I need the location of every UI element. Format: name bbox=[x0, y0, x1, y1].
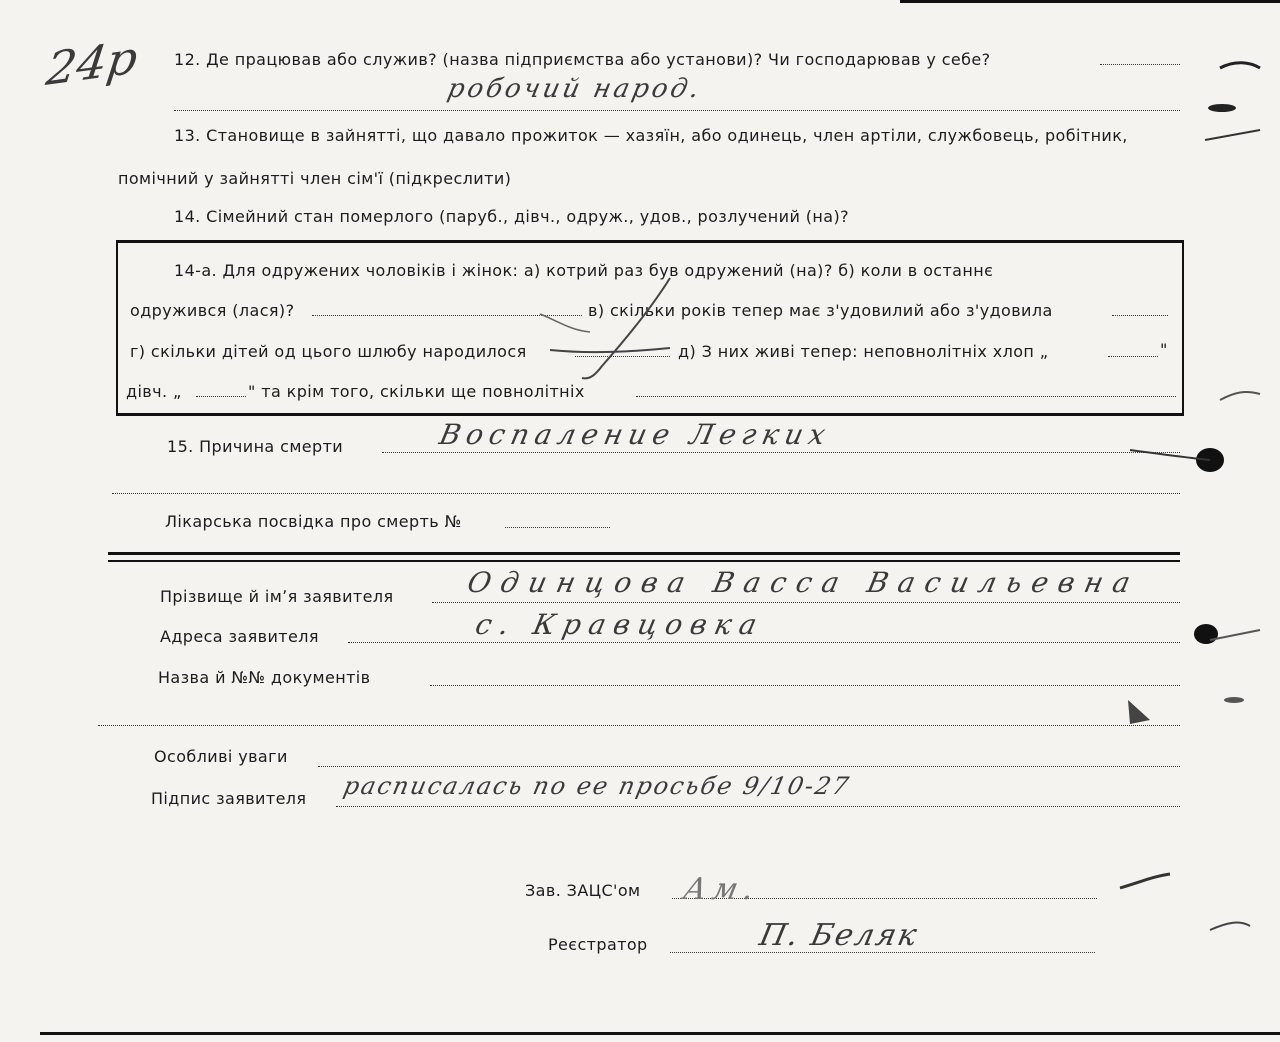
q15-second-line bbox=[112, 493, 1180, 494]
q15-label: 15. Причина смерти bbox=[167, 437, 344, 456]
registrar-signature: П. Беляк bbox=[756, 918, 922, 953]
q14a-line4-end-dots bbox=[636, 396, 1176, 397]
notes-line bbox=[318, 766, 1180, 767]
medical-certificate-label: Лікарська посвідка про смерть № bbox=[165, 512, 462, 531]
margin-note: 24р bbox=[43, 30, 141, 96]
q12-label: 12. Де працював або служив? (назва підприємства або установи)? Чи господарював у себе? bbox=[174, 50, 991, 69]
q14-label: 14. Сімейний стан померлого (паруб., дівч., одруж., удов., розлучений (на)? bbox=[174, 207, 849, 226]
q14a-line4-right: " та крім того, скільки ще повнолітніх bbox=[248, 382, 585, 401]
q13-line2: помічний у зайнятті член сім'ї (підкреслити) bbox=[118, 169, 512, 188]
applicant-address-value: с. Кравцовка bbox=[472, 608, 768, 641]
q15-dotted-line bbox=[382, 452, 1180, 453]
q12-answer-line bbox=[174, 110, 1180, 111]
binding-holes-decoration bbox=[1110, 40, 1280, 1000]
applicant-signature-value: расписалась по ее просьбе 9/10-27 bbox=[341, 772, 853, 800]
registrar-label: Реєстратор bbox=[548, 935, 648, 954]
head-signature: Ам. bbox=[680, 872, 763, 907]
head-label: Зав. ЗАЦС'ом bbox=[525, 881, 641, 900]
q13-line1: 13. Становище в зайнятті, що давало прожиток — хазяїн, або одинець, член артіли, службовець, робітник, bbox=[174, 126, 1128, 145]
medical-certificate-line bbox=[505, 527, 610, 528]
q14a-line4-left: дівч. „ bbox=[126, 382, 182, 401]
section-divider-bottom bbox=[108, 560, 1180, 562]
q14a-line1: 14-а. Для одружених чоловіків і жінок: а) котрий раз був одружений (на)? б) коли в останнє bbox=[174, 261, 994, 280]
signature-label: Підпис заявителя bbox=[151, 789, 307, 808]
applicant-address-line bbox=[348, 642, 1180, 643]
q14a-line3-quote: " bbox=[1160, 340, 1168, 359]
q15-answer: Воспаление Легких bbox=[436, 418, 835, 451]
applicant-name-line bbox=[432, 602, 1180, 603]
documents-second-line bbox=[98, 725, 1180, 726]
q14a-line4-dots bbox=[196, 396, 246, 397]
section-divider-top bbox=[108, 552, 1180, 555]
signature-line bbox=[336, 806, 1180, 807]
q14a-line2-left: одружився (лася)? bbox=[130, 301, 295, 320]
q12-answer: робочий народ. bbox=[444, 74, 705, 104]
applicant-name-label: Прізвище й імʼя заявителя bbox=[160, 587, 394, 606]
q14a-line3-left: г) скільки дітей од цього шлюбу народилося bbox=[130, 342, 527, 361]
q14a-line3-right: д) З них живі тепер: неповнолітніх хлоп „ bbox=[678, 342, 1049, 361]
q14a-line2-right: в) скільки років тепер має з'удовилий або з'удовила bbox=[588, 301, 1053, 320]
applicant-name-value: Одинцова Васса Васильевна bbox=[464, 566, 1144, 599]
strike-mark bbox=[530, 270, 690, 390]
applicant-address-label: Адреса заявителя bbox=[160, 627, 319, 646]
notes-label: Особливі уваги bbox=[154, 747, 288, 766]
documents-label: Назва й №№ документів bbox=[158, 668, 371, 687]
top-edge-rule bbox=[900, 0, 1280, 3]
documents-line bbox=[430, 685, 1180, 686]
bottom-rule bbox=[40, 1032, 1280, 1035]
